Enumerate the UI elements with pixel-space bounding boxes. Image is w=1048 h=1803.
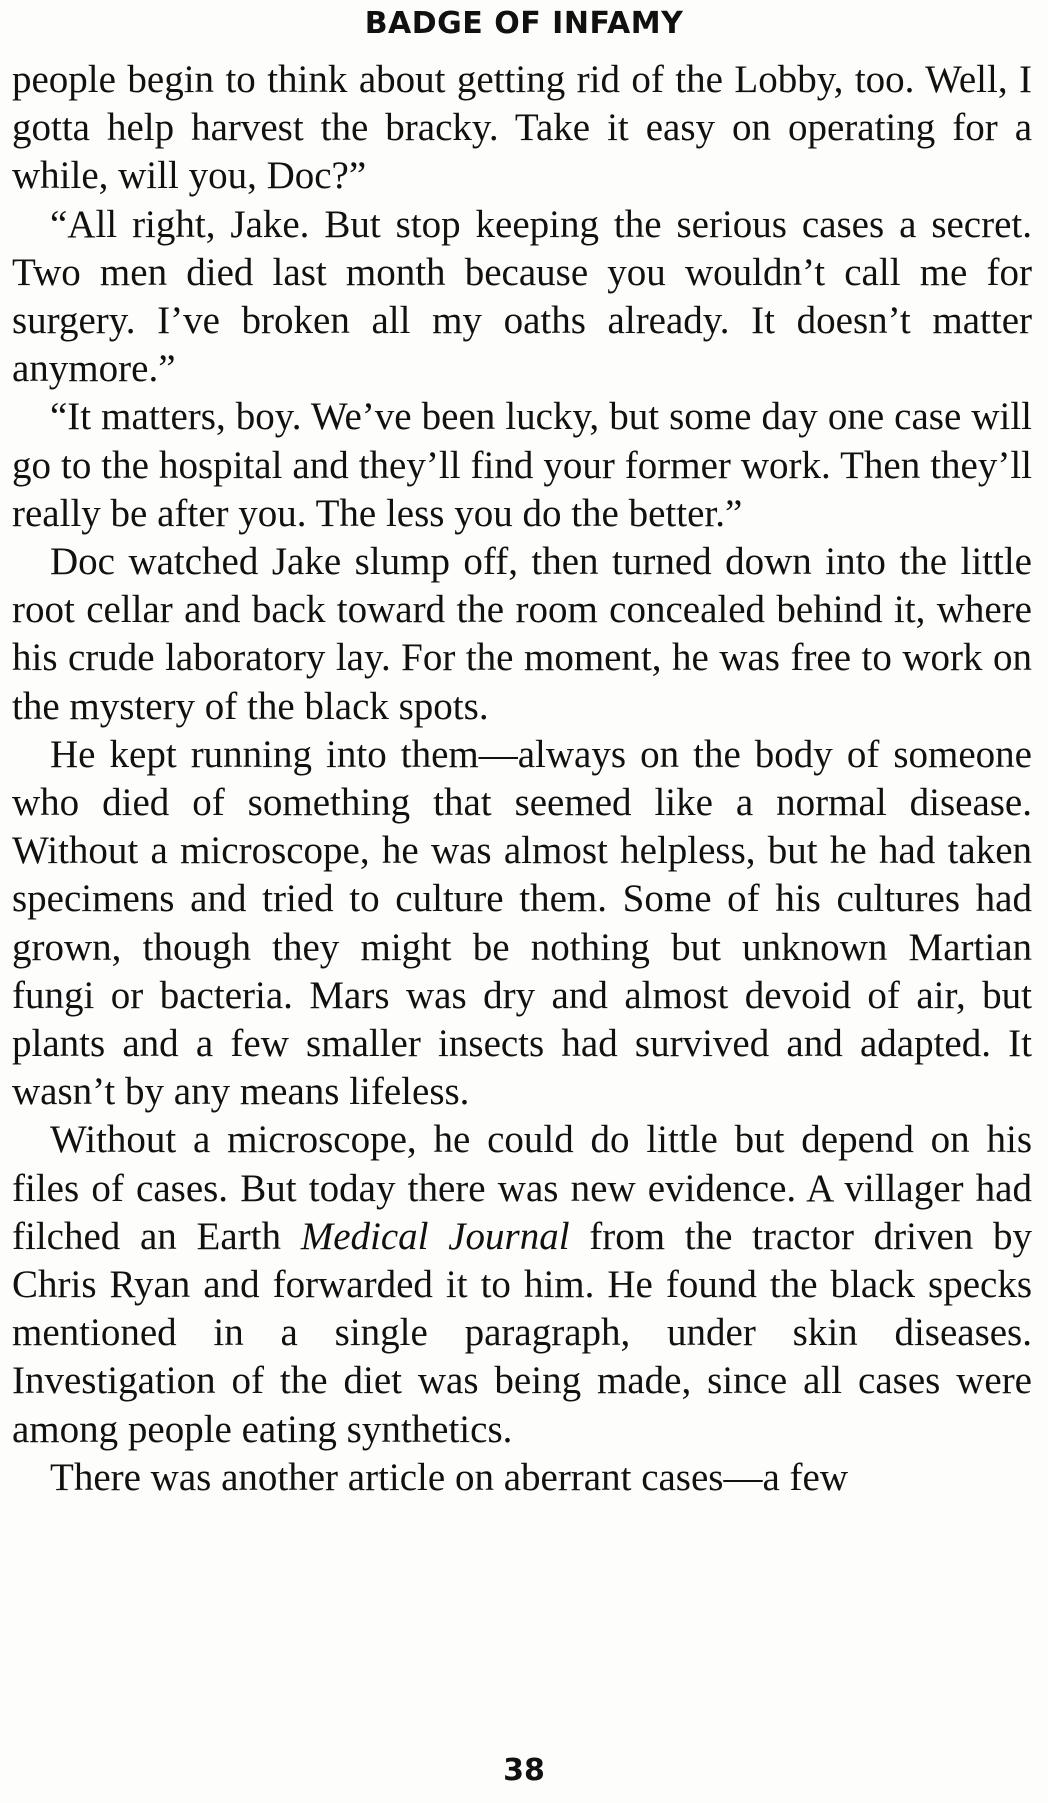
body-text: [12, 56, 1032, 1502]
paragraph: Doc watched Jake slump off, then turned down into the little root cellar and back toward the room concealed behind it, where his crude laboratory lay. For the moment, he was free to work on the mystery of the black spots.: [12, 540, 1032, 728]
paragraph-journal: [12, 1116, 1032, 1453]
paragraph: “It matters, boy. We’ve been lucky, but some day one case will go to the hospital and they’ll find your former work. Then they’ll really be after you. The less you do the better.”: [12, 395, 1032, 535]
paragraph: He kept running into them—always on the body of someone who died of something that seemed like a normal disease. Without a microscope, he was almost helpless, but he had taken specimens and tried to culture them. Some of his cultures had grown, though they might be nothing but unknown Martian fungi or bacteria. Mars was dry and almost devoid of air, but plants and a few smaller insects had survived and adapted. It wasn’t by any means lifeless.: [12, 732, 1032, 1114]
running-title: BADGE OF INFAMY: [364, 6, 684, 41]
page-number: 38: [503, 1753, 545, 1788]
paragraph: There was another article on aberrant cases—a few: [50, 1455, 848, 1499]
paragraph-text: Without a microscope, he could do little but depend on his files of cases. But today there was new evidence. A villager had filched an Earth: [12, 1118, 1032, 1258]
journal-title: Medical Journal: [300, 1214, 570, 1258]
paragraph: “All right, Jake. But stop keeping the serious cases a secret. Two men died last month because you wouldn’t call me for surgery. I’ve broken all my oaths already. It doesn’t matter anymore.”: [12, 202, 1032, 391]
paragraph: people begin to think about getting rid of the Lobby, too. Well, I gotta help harvest the bracky. Take it easy on operating for a while, will you, Doc?”: [12, 58, 1032, 198]
paragraph-text: from the tractor driven by Chris Ryan and forwarded it to him. He found the black specks mentioned in a single paragraph, under skin diseases. Investigation of the diet was being made, since all cases were among people eating synthetics.: [12, 1214, 1033, 1451]
